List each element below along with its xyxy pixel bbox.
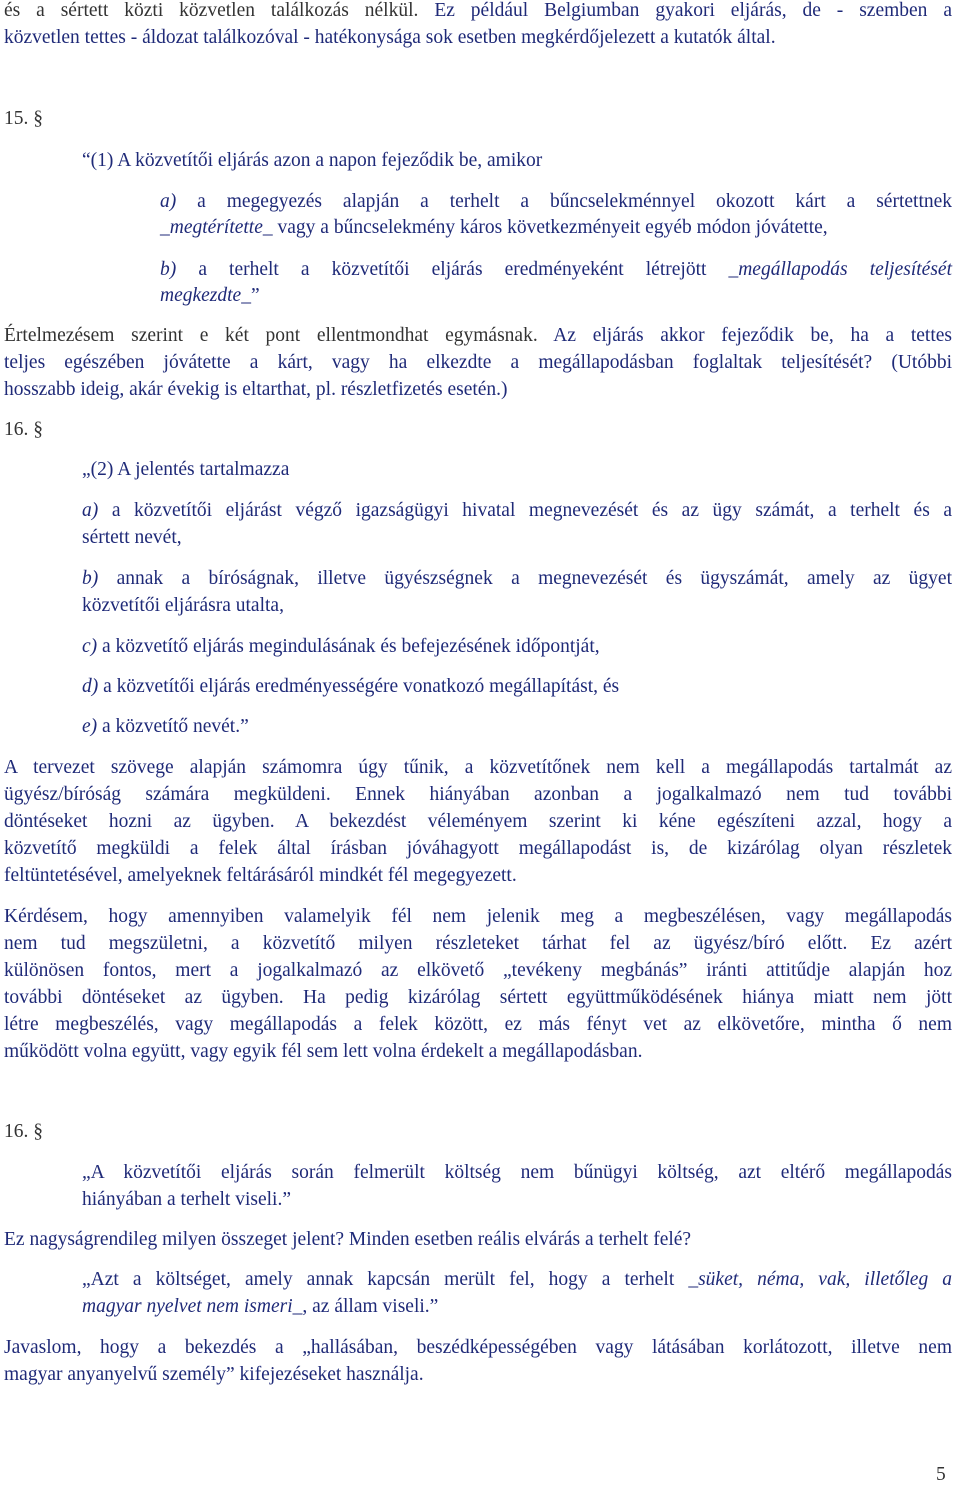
section-16b-quote-2-line-1 [82, 1266, 952, 1293]
quote-2-text-2: , az állam viseli.” [302, 1296, 439, 1317]
section-16a-item-d [82, 673, 619, 700]
section-16b-question: Ez nagyságrendileg milyen összeget jelent? Minden esetben reális elvárás a terhelt felé? [4, 1229, 692, 1250]
section-15-item-a-line-2 [160, 214, 952, 241]
section-15-item-b-line-2 [160, 282, 260, 309]
item-b-emphasis: _megállapodás teljesítését [728, 259, 952, 280]
section-15-comment-line-1 [4, 322, 952, 349]
item-b-text: a terhelt a közvetítői eljárás eredményeként létrejött [198, 259, 707, 280]
section-16a-p2-line-1: Kérdésem, hogy amennyiben valamelyik fél nem jelenik meg a megbeszélésen, vagy megállapodás [4, 906, 952, 927]
section-16b-quote-1-line-1: „A közvetítői eljárás során felmerült költség nem bűnügyi költség, azt eltérő megállapodás [82, 1162, 952, 1183]
section-16a-p2-line-2: nem tud megszületni, a közvetítő milyen részleteket tárhat fel az ügyész/bíró előtt. Ez azért [4, 933, 952, 954]
item-c-label: c) [82, 636, 98, 657]
section-16a-p1-line-4: közvetítő megküldi a felek által írásban jóváhagyott megállapodást is, de kizárólag olyan részletek [4, 838, 952, 859]
section-16a-p2-line-6: működött volna együtt, vagy egyik fél sem lett volna érdekelt a megállapodásban. [4, 1041, 643, 1062]
section-16a-item-b-line-1 [82, 565, 952, 592]
item-a-text-2: vagy a bűncselekmény káros következményeit egyéb módon jóvátette, [277, 217, 828, 238]
item-b-emphasis-2: megkezdte_ [160, 285, 251, 306]
section-15-heading: 15. § [4, 108, 43, 129]
section-16a-quote-open: „(2) A jelentés tartalmazza [82, 459, 290, 480]
item-b-label: b) [160, 259, 177, 280]
item-a-text: a megegyezés alapján a terhelt a bűncselekménnyel okozott kárt a sértettnek [197, 191, 953, 212]
item-d-text: a közvetítői eljárás eredményességére vonatkozó megállapítást, és [103, 676, 620, 697]
item-c-text: a közvetítő eljárás megindulásának és befejezésének időpontját, [102, 636, 600, 657]
item-b-label: b) [82, 568, 99, 589]
section-15-item-b-line-1 [160, 256, 952, 283]
section-16a-item-b-line-2: közvetítői eljárásra utalta, [82, 595, 284, 616]
item-a-text: a közvetítői eljárást végző igazságügyi hivatal megnevezését és az ügy számát, a terhelt és a [111, 500, 953, 521]
section-16b-quote-1-line-2: hiányában a terhelt viseli.” [82, 1189, 291, 1210]
section-16a-heading: 16. § [4, 419, 43, 440]
item-e-label: e) [82, 716, 98, 737]
section-16a-p1-line-1: A tervezet szövege alapján számomra úgy tűnik, a közvetítőnek nem kell a megállapodás tartalmát az [4, 757, 952, 778]
section-16a-item-e [82, 713, 249, 740]
intro-line-1b: Ez például Belgiumban gyakori eljárás, de - szemben a [434, 0, 952, 21]
quote-2-text: „Azt a költséget, amely annak kapcsán merült fel, hogy a terhelt [82, 1269, 675, 1290]
section-16a-p2-line-4: további döntéseket az ügyben. Ha pedig kizárólag sértett együttműködésének hiánya miatt nem jött [4, 987, 952, 1008]
quote-2-emphasis-2: magyar nyelvet nem ismeri_ [82, 1296, 303, 1317]
section-16a-p1-line-5: feltüntetésével, amelyeknek feltárásáról mindkét fél megegyezett. [4, 865, 517, 886]
section-15-item-a-line-1 [160, 188, 952, 215]
section-16a-item-a-line-1 [82, 497, 952, 524]
item-a-label: a) [160, 191, 177, 212]
item-e-text: a közvetítő nevét.” [102, 716, 249, 737]
section-16b-quote-2-line-2 [82, 1293, 438, 1320]
section-15-quote-open: “(1) A közvetítői eljárás azon a napon fejeződik be, amikor [82, 150, 543, 171]
item-d-label: d) [82, 676, 99, 697]
section-16a-p2-line-3: különösen fontos, mert a jogalkalmazó az elkövető „tevékeny megbánás” iránti attitűdje alapján hoz [4, 960, 952, 981]
section-15-comment-line-3: hosszabb ideig, akár évekig is eltarthat, pl. részletfizetés esetén.) [4, 379, 508, 400]
item-b-text: annak a bíróságnak, illetve ügyészségnek a megnevezését és ügyszámát, amely az ügyet [116, 568, 952, 589]
section-16b-final-line-1: Javaslom, hogy a bekezdés a „hallásában, beszédképességében vagy látásában korlátozott, illetve nem [4, 1337, 952, 1358]
section-16a-p1-line-2: ügyész/bíróság számára megküldeni. Ennek hiányában azonban a jogalkalmazó nem tud további [4, 784, 952, 805]
item-b-quote-close: ” [250, 285, 260, 306]
item-a-label: a) [82, 500, 99, 521]
quote-2-emphasis: _süket, néma, vak, illetőleg a [688, 1269, 953, 1290]
intro-line-2: közvetlen tettes - áldozat találkozóval - hatékonysága sok esetben megkérdőjelezett a kutatók által. [4, 27, 776, 48]
section-15-comment-line-2: teljes egészében jóvátette a kárt, vagy ha elkezdte a megállapodásban foglaltak teljesítését? (Utóbbi [4, 352, 952, 373]
intro-line-1 [4, 0, 952, 24]
section-16a-p1-line-3: döntéseket hozni az ügyben. A bekezdést véleményem szerint ki kéne egészíteni azzal, hogy a [4, 811, 952, 832]
page-number: 5 [936, 1464, 946, 1485]
item-a-emphasis: _megtérítette_ [160, 217, 273, 238]
comment-1a: Értelmezésem szerint e két pont ellentmondhat egymásnak. [4, 325, 538, 346]
intro-line-1a: és a sértett közti közvetlen találkozás nélkül. [4, 0, 419, 21]
section-16a-p2-line-5: létre megbeszélés, vagy megállapodás a felek között, ez más fényt vet az elkövetőre, mintha ő nem [4, 1014, 952, 1035]
comment-1b: Az eljárás akkor fejeződik be, ha a tettes [553, 325, 952, 346]
section-16a-item-a-line-2: sértett nevét, [82, 527, 182, 548]
section-16b-heading: 16. § [4, 1121, 43, 1142]
section-16b-final-line-2: magyar anyanyelvű személy” kifejezéseket használja. [4, 1364, 424, 1385]
section-16a-item-c [82, 633, 600, 660]
